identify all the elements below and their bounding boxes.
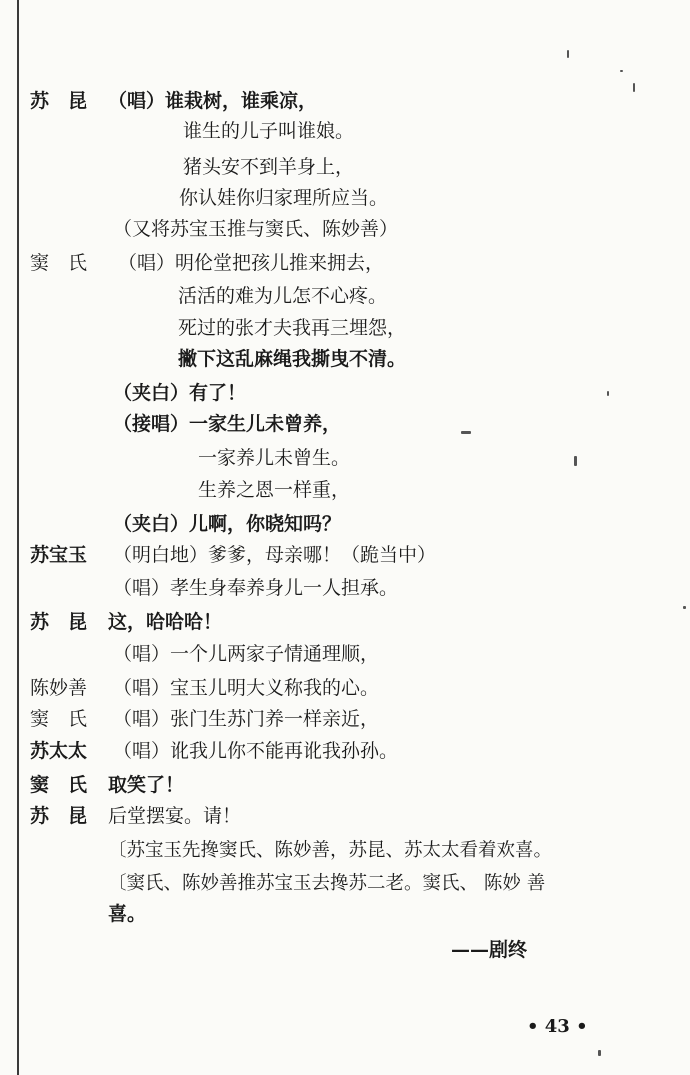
scan-speck [633, 83, 635, 92]
end-mark: ——剧终 [451, 939, 528, 961]
script-line: 这，哈哈哈！ [108, 611, 223, 633]
speaker-label: 窦 氏 [30, 708, 88, 730]
script-line: 谁生的儿子叫谁娘。 [183, 120, 355, 142]
script-line: 一家养儿未曾生。 [198, 447, 351, 469]
scan-speck [683, 606, 686, 609]
script-line: （明白地）爹爹，母亲哪！（跪当中） [113, 544, 437, 566]
speaker-label: 窦 氏 [30, 252, 88, 274]
script-line: （接唱）一家生儿未曾养， [113, 413, 342, 435]
script-line: （唱）讹我儿你不能再讹我孙孙。 [113, 740, 399, 762]
scan-speck [620, 70, 623, 72]
script-line: 撇下这乱麻绳我撕曳不清。 [178, 348, 407, 370]
script-line: （唱）孝生身奉养身儿一人担承。 [113, 577, 399, 599]
scan-speck [598, 1050, 601, 1056]
speaker-label: 苏太太 [30, 740, 88, 762]
speaker-label: 陈妙善 [30, 677, 88, 699]
stage-direction: 〔窦氏、陈妙善推苏宝玉去搀苏二老。窦氏、 陈妙 善 [108, 873, 546, 894]
script-line: 后堂摆宴。请！ [108, 805, 242, 827]
script-line: （唱）张门生苏门养一样亲近， [113, 708, 380, 730]
stage-direction: （又将苏宝玉推与窦氏、陈妙善） [113, 218, 399, 240]
scan-speck [607, 391, 609, 396]
script-line: 生养之恩一样重， [198, 479, 351, 501]
stage-direction: 〔苏宝玉先搀窦氏、陈妙善，苏昆、苏太太看着欢喜。 [108, 840, 553, 861]
script-line: 活活的难为儿怎不心疼。 [178, 285, 388, 307]
scan-speck [567, 50, 569, 58]
script-line: （唱）谁栽树，谁乘凉， [108, 90, 318, 112]
aside-line: （夹白）有了！ [113, 382, 247, 404]
speaker-label: 苏 昆 [30, 90, 88, 112]
script-line: （唱）宝玉儿明大义称我的心。 [113, 677, 380, 699]
script-line: 猪头安不到羊身上， [183, 156, 355, 178]
aside-line: （夹白）儿啊，你晓知吗？ [113, 513, 342, 535]
script-line: 死过的张才夫我再三埋怨， [178, 317, 407, 339]
speaker-label: 窦 氏 [30, 774, 88, 796]
speaker-label: 苏宝玉 [30, 544, 88, 566]
speaker-label: 苏 昆 [30, 805, 88, 827]
script-line: （唱）一个儿两家子情通理顺， [113, 643, 380, 665]
script-line: 取笑了！ [108, 774, 185, 796]
script-line: （唱）明伦堂把孩儿推来拥去， [118, 252, 385, 274]
scan-speck [574, 456, 577, 466]
scan-speck [461, 431, 471, 434]
script-line: 你认娃你归家理所应当。 [179, 187, 389, 209]
stage-direction: 喜。 [108, 903, 147, 925]
page-number: • 43 • [527, 1016, 588, 1037]
speaker-label: 苏 昆 [30, 611, 88, 633]
